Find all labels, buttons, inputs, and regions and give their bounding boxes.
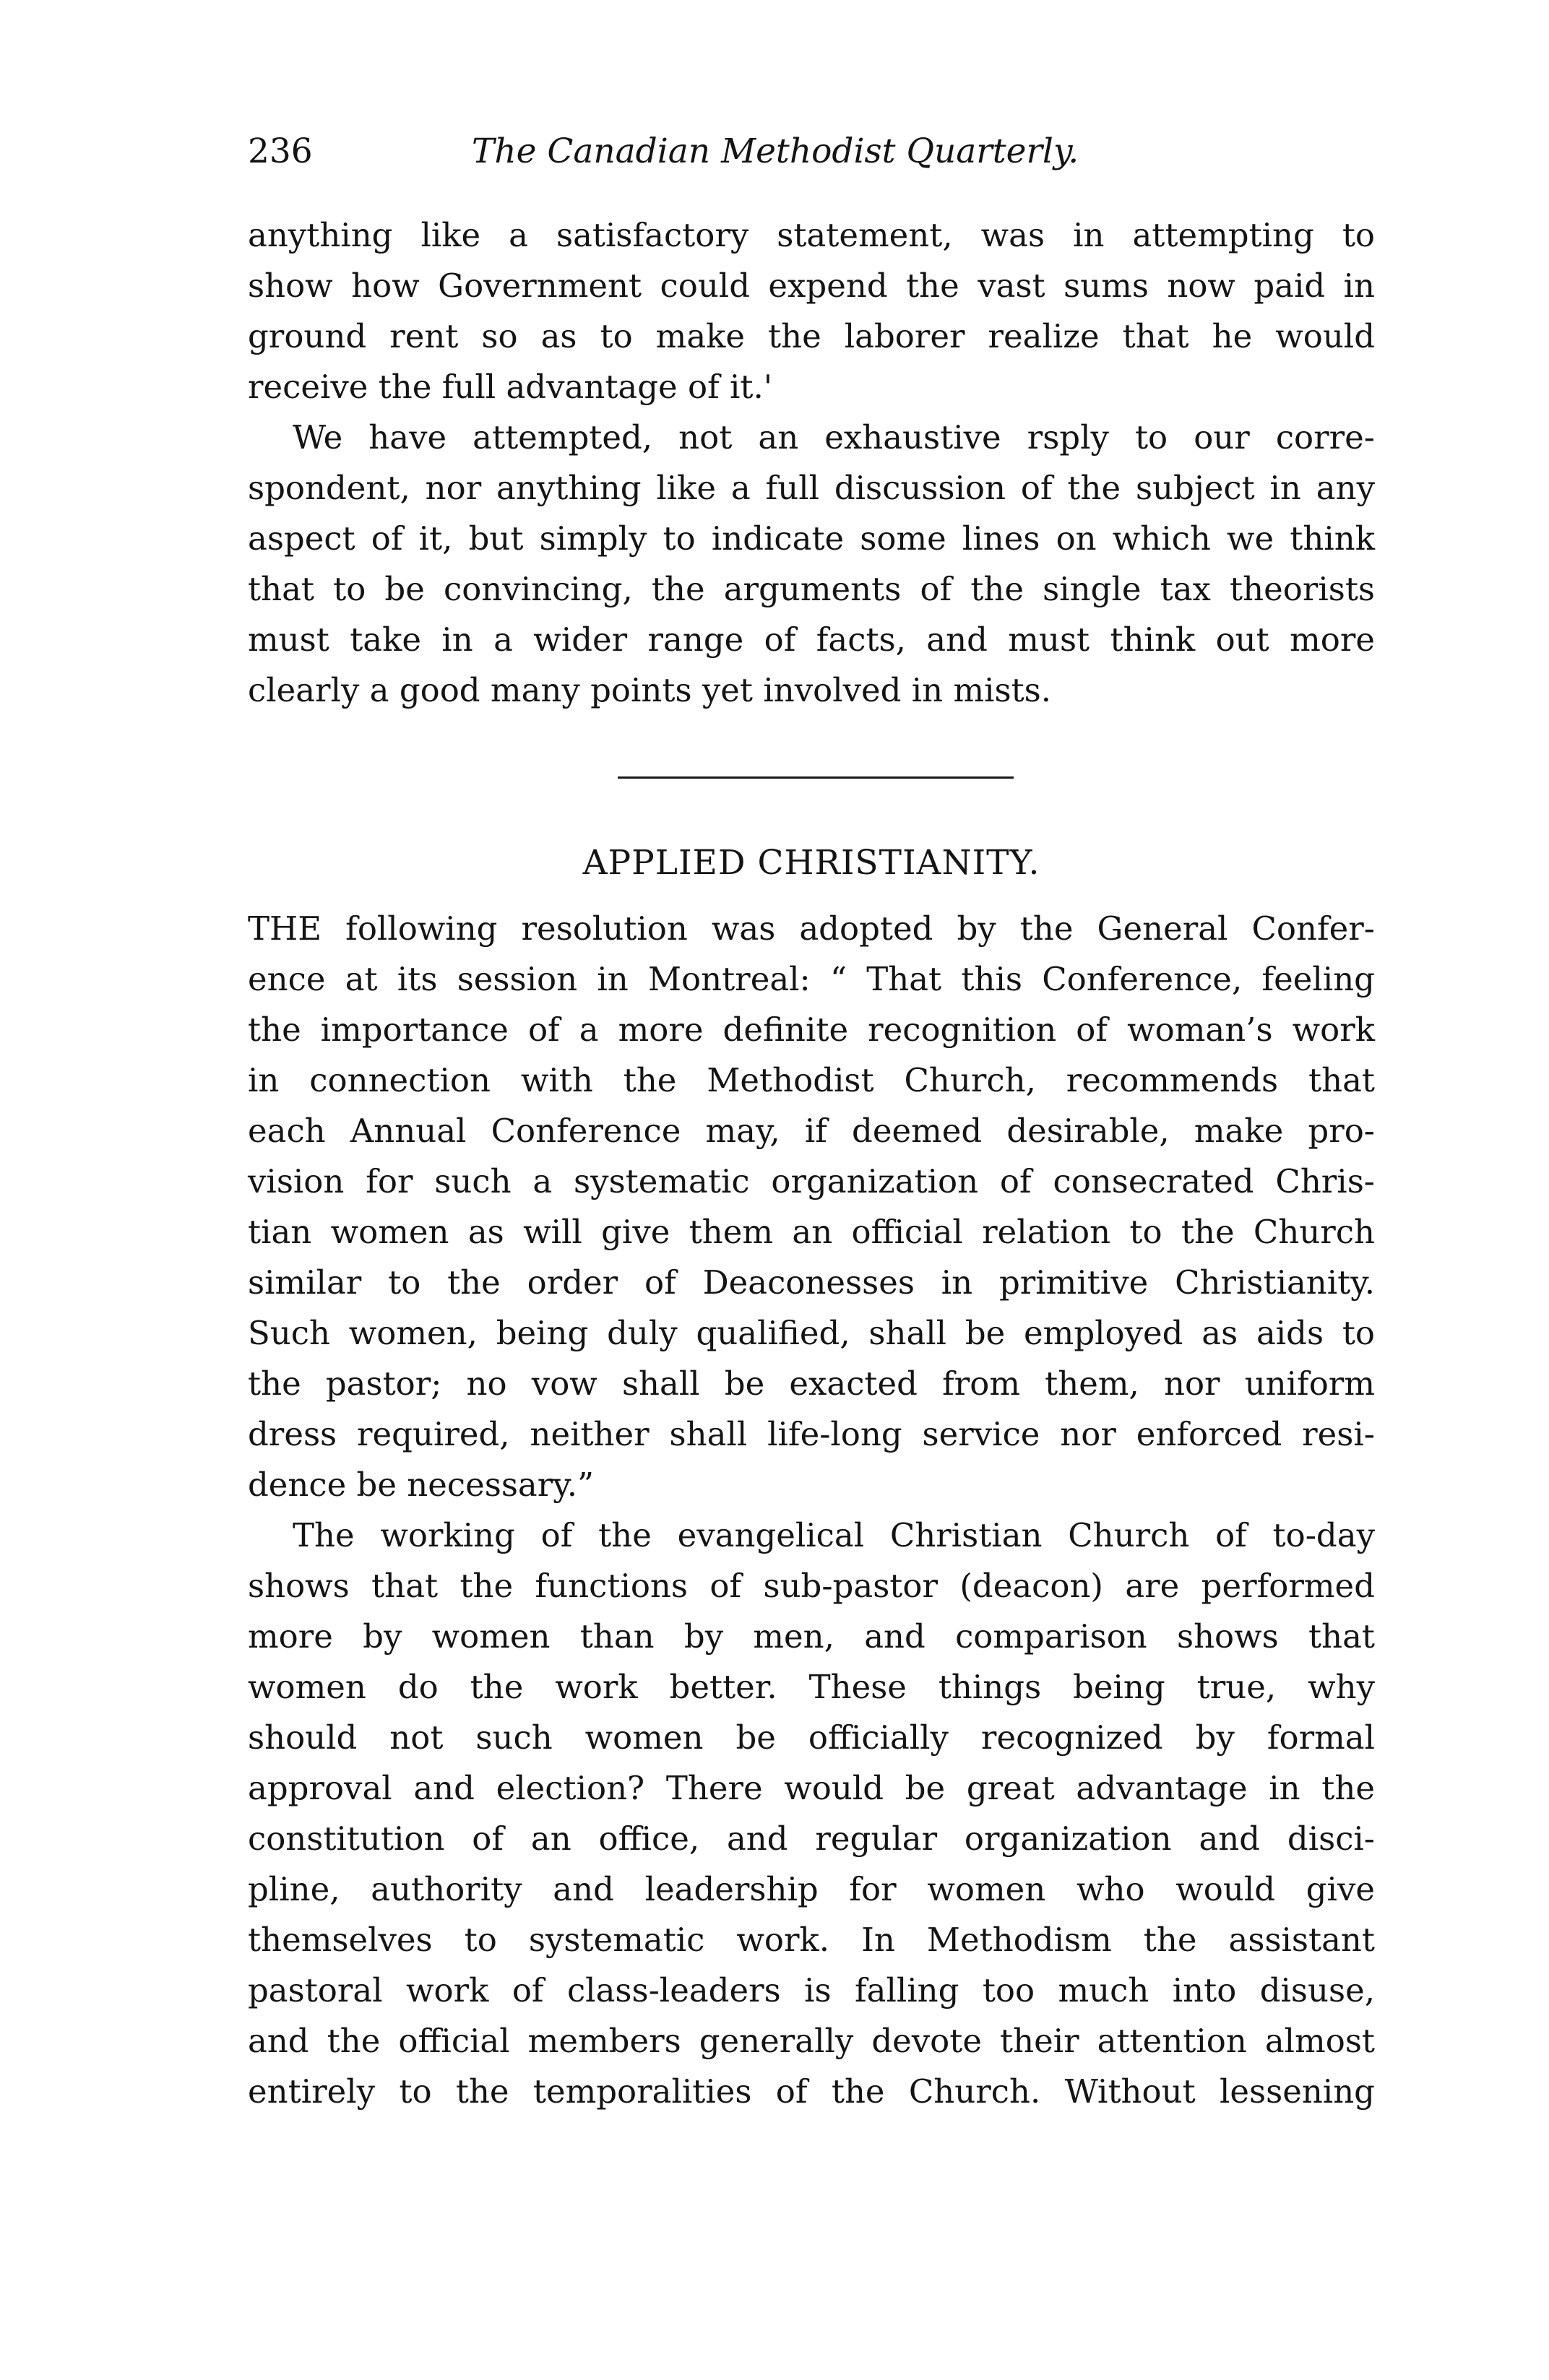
text-line: similar to the order of Deaconesses in primitive Christianity.	[248, 1263, 1375, 1302]
section-title: APPLIED CHRISTIANITY.	[582, 843, 1040, 883]
journal-title: The Canadian Methodist Quarterly.	[472, 131, 1079, 171]
text-line: pline, authority and leadership for women who would give	[248, 1870, 1375, 1908]
text-line: shows that the functions of sub-pastor (deacon) are performed	[248, 1567, 1375, 1605]
text-line: in connection with the Methodist Church, recommends that	[248, 1061, 1375, 1099]
text-line: We have attempted, not an exhaustive rsply to our corre-	[293, 418, 1375, 456]
text-line: women do the work better. These things being true, why	[248, 1668, 1375, 1706]
text-line: more by women than by men, and comparison shows that	[248, 1617, 1375, 1656]
text-line: vision for such a systematic organization of consecrated Chris-	[248, 1162, 1375, 1200]
section-divider	[618, 776, 1014, 779]
text-line: entirely to the temporalities of the Church. Without lessening	[248, 2072, 1375, 2111]
text-line: Such women, being duly qualified, shall be employed as aids to	[248, 1314, 1375, 1352]
text-line: themselves to systematic work. In Methodism the assistant	[248, 1921, 1375, 1959]
text-line: the pastor; no vow shall be exacted from them, nor uniform	[248, 1364, 1375, 1403]
text-line: should not such women be officially recognized by formal	[248, 1718, 1375, 1757]
text-line: aspect of it, but simply to indicate some lines on which we think	[248, 519, 1375, 558]
text-line: dence be necessary.”	[248, 1466, 595, 1504]
text-line: clearly a good many points yet involved in mists.	[248, 671, 1052, 709]
text-line: that to be convincing, the arguments of the single tax theorists	[248, 570, 1375, 608]
text-line: pastoral work of class-leaders is falling too much into disuse,	[248, 1971, 1375, 2009]
text-line: approval and election? There would be great advantage in the	[248, 1769, 1375, 1807]
text-line: dress required, neither shall life-long service nor enforced resi-	[248, 1415, 1375, 1453]
text-line: must take in a wider range of facts, and must think out more	[248, 620, 1375, 659]
text-line: the importance of a more definite recognition of woman’s work	[248, 1011, 1375, 1049]
text-line: spondent, nor anything like a full discussion of the subject in any	[248, 469, 1375, 507]
text-line: The working of the evangelical Christian Church of to-day	[293, 1516, 1375, 1554]
text-line: receive the full advantage of it.'	[248, 368, 773, 406]
running-head	[248, 123, 1389, 181]
page-number: 236	[248, 131, 313, 171]
text-line: ground rent so as to make the laborer realize that he would	[248, 317, 1375, 355]
text-line: show how Government could expend the vast sums now paid in	[248, 267, 1375, 305]
text-line: constitution of an office, and regular organization and disci-	[248, 1819, 1375, 1858]
text-line: anything like a satisfactory statement, was in attempting to	[248, 216, 1375, 254]
text-line: ence at its session in Montreal: “ That this Conference, feeling	[248, 960, 1375, 998]
text-line: tian women as will give them an official relation to the Church	[248, 1213, 1375, 1251]
text-line: THE following resolution was adopted by the General Confer-	[248, 909, 1375, 948]
text-line: each Annual Conference may, if deemed desirable, make pro-	[248, 1112, 1375, 1150]
text-line: and the official members generally devote their attention almost	[248, 2022, 1375, 2060]
